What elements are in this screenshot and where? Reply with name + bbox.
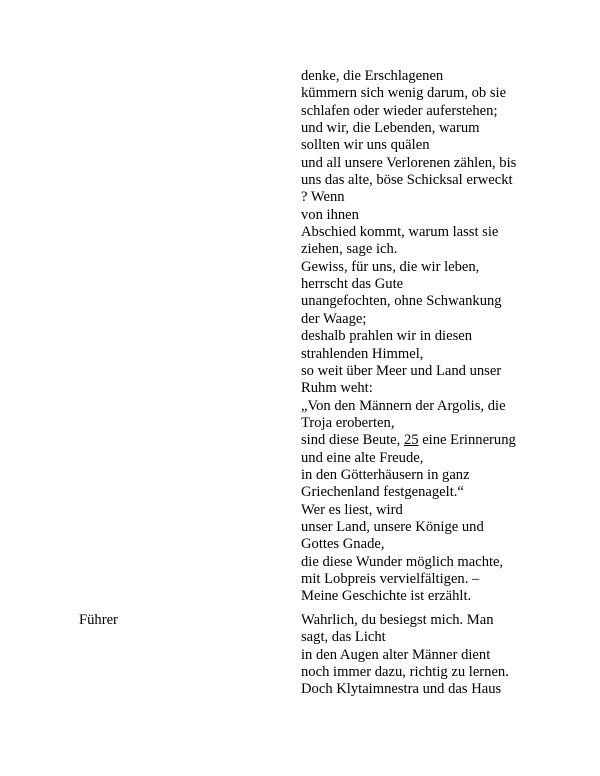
verse-line: in den Augen alter Männer dient [301, 646, 491, 663]
verse-line: Griechenland festgenagelt.“ [301, 484, 464, 501]
verse-line: ? Wenn [301, 189, 345, 206]
verse-line: und wir, die Lebenden, warum [301, 120, 480, 137]
verse-line: Abschied kommt, warum lasst sie [301, 224, 499, 241]
verse-line: deshalb prahlen wir in diesen [301, 328, 473, 345]
verse-line: von ihnen [301, 206, 359, 223]
verse-line: Gewiss, für uns, die wir leben, [301, 258, 480, 275]
verse-line: und eine alte Freude, [301, 449, 424, 466]
verse-line: Meine Geschichte ist erzählt. [301, 588, 472, 605]
verse-line-numbered [301, 432, 581, 449]
speech-text [301, 612, 581, 699]
verse-line: Wahrlich, du besiegst mich. Man [301, 612, 494, 628]
verse-line: Doch Klytaimnestra und das Haus [301, 681, 502, 698]
verse-line: mit Lobpreis vervielfältigen. – [301, 570, 480, 587]
speech-text-continued [301, 68, 581, 606]
verse-line: unangefochten, ohne Schwankung [301, 293, 502, 310]
verse-line: die diese Wunder möglich machte, [301, 553, 504, 570]
verse-line: kümmern sich wenig darum, ob sie [301, 85, 507, 102]
verse-line: Ruhm weht: [301, 380, 373, 397]
verse-line-text: sind diese Beute, [301, 432, 404, 449]
verse-line: Wer es liest, wird [301, 501, 403, 518]
verse-line: und all unsere Verlorenen zählen, bis [301, 154, 517, 171]
verse-line: „Von den Männern der Argolis, die [301, 397, 506, 414]
verse-line: schlafen oder wieder auferstehen; [301, 102, 498, 119]
verse-line: herrscht das Gute [301, 276, 404, 293]
verse-line: uns das alte, böse Schicksal erweckt [301, 172, 513, 189]
verse-line: in den Götterhäusern in ganz [301, 466, 470, 483]
verse-line: der Waage; [301, 310, 367, 327]
verse-line: so weit über Meer und Land unser [301, 362, 502, 379]
speaker-label: Führer [79, 612, 118, 628]
verse-line: noch immer dazu, richtig zu lernen. [301, 664, 509, 681]
verse-line: Troja eroberten, [301, 414, 395, 431]
verse-line: denke, die Erschlagenen [301, 68, 444, 84]
verse-line: Gottes Gnade, [301, 536, 385, 553]
verse-line: sagt, das Licht [301, 629, 386, 646]
verse-line: sollten wir uns quälen [301, 137, 430, 154]
verse-line: strahlenden Himmel, [301, 345, 424, 362]
line-number-link[interactable]: 25 [403, 432, 419, 449]
verse-line-text: eine Erinnerung [418, 432, 516, 449]
verse-line: unser Land, unsere Könige und [301, 518, 484, 535]
verse-line: ziehen, sage ich. [301, 241, 398, 258]
